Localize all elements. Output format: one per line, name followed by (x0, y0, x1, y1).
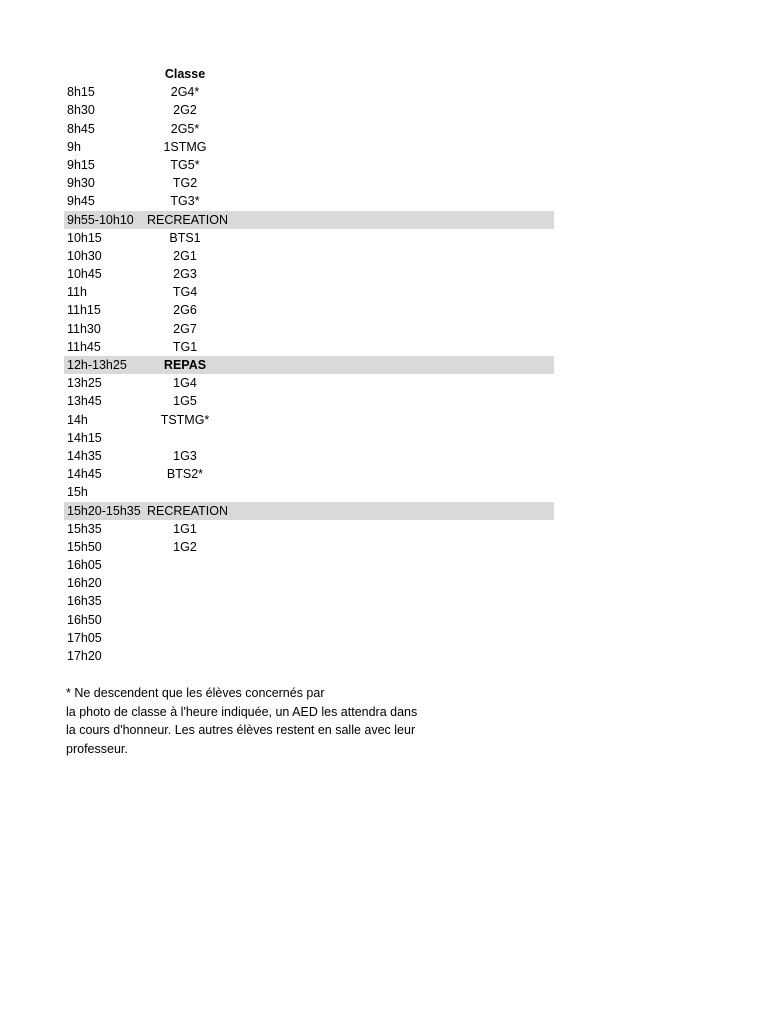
time-cell: 9h55-10h10 (67, 212, 134, 227)
time-cell: 15h50 (67, 539, 102, 554)
class-cell: TG1 (172, 339, 198, 354)
time-cell: 16h35 (67, 594, 102, 609)
time-cell: 15h (67, 485, 88, 500)
time-cell: 16h20 (67, 576, 102, 591)
class-cell: 2G2 (173, 103, 197, 118)
class-cell: 1G2 (173, 539, 197, 554)
class-cell: 2G3 (173, 267, 197, 282)
time-cell: 14h (67, 412, 88, 427)
table-row (64, 156, 554, 174)
table-row (64, 120, 554, 138)
table-row (64, 192, 554, 210)
time-cell: 11h45 (67, 339, 101, 354)
time-cell: 14h15 (67, 430, 102, 445)
class-cell: REPAS (163, 358, 207, 372)
table-row (64, 229, 554, 247)
time-cell: 15h35 (67, 521, 102, 536)
table-row (64, 83, 554, 101)
time-cell: 9h45 (67, 194, 95, 209)
table-row (64, 538, 554, 556)
time-cell: 11h30 (67, 321, 101, 336)
class-cell: 2G5* (170, 121, 200, 136)
table-row (64, 520, 554, 538)
table-row (64, 556, 554, 574)
time-cell: 11h15 (67, 303, 101, 318)
time-cell: 10h45 (67, 267, 102, 282)
class-column-header: Classe (164, 67, 206, 81)
time-cell: 17h20 (67, 649, 102, 663)
time-cell: 16h50 (67, 612, 102, 627)
footnote-line: la photo de classe à l'heure indiquée, un AED les attendra dans (66, 704, 418, 719)
table-row (64, 101, 554, 119)
time-cell: 9h30 (67, 176, 95, 191)
table-row (64, 392, 554, 410)
footnote-line: professeur. (66, 741, 128, 756)
table-row (64, 247, 554, 265)
class-cell: BTS2* (166, 467, 204, 482)
class-cell: TSTMG* (160, 412, 210, 427)
class-cell: 2G1 (173, 248, 197, 263)
time-cell: 8h45 (67, 121, 95, 136)
table-row (64, 447, 554, 465)
time-cell: 11h (67, 285, 87, 300)
table-row (64, 320, 554, 338)
time-cell: 15h20-15h35 (67, 503, 141, 518)
class-cell: TG4 (172, 285, 198, 300)
footnote-line: * Ne descendent que les élèves concernés par (66, 686, 325, 700)
table-row (64, 592, 554, 610)
table-row (64, 301, 554, 319)
time-cell: 14h45 (67, 467, 102, 482)
class-cell: 2G4* (170, 85, 200, 100)
class-cell: RECREATION (147, 503, 229, 518)
class-cell: RECREATION (147, 212, 229, 227)
table-row (64, 411, 554, 429)
time-cell: 12h-13h25 (67, 358, 127, 372)
time-cell: 16h05 (67, 558, 102, 573)
table-row (64, 429, 554, 447)
table-row (64, 138, 554, 156)
break-row (64, 502, 554, 520)
time-cell: 8h15 (67, 85, 95, 100)
class-cell: TG5* (170, 157, 200, 172)
class-cell: 2G7 (173, 321, 197, 336)
break-row (64, 211, 554, 229)
table-row (64, 174, 554, 192)
time-cell: 17h05 (67, 630, 102, 645)
table-row (64, 374, 554, 392)
table-row (64, 338, 554, 356)
time-cell: 14h35 (67, 448, 102, 463)
table-row (64, 647, 554, 665)
time-cell: 9h (67, 139, 81, 154)
table-row (64, 629, 554, 647)
table-row (64, 574, 554, 592)
class-cell: TG2 (172, 176, 198, 191)
time-cell: 13h45 (67, 394, 102, 409)
class-cell: 2G6 (173, 303, 197, 318)
class-cell: 1STMG (163, 139, 207, 154)
class-cell: BTS1 (169, 230, 201, 245)
time-cell: 10h15 (67, 230, 102, 245)
table-row (64, 465, 554, 483)
class-cell: 1G4 (173, 376, 197, 391)
table-row (64, 283, 554, 301)
footnote (66, 684, 446, 758)
table-row (64, 265, 554, 283)
time-cell: 10h30 (67, 248, 102, 263)
time-cell: 13h25 (67, 376, 102, 391)
table-row (64, 611, 554, 629)
time-cell: 9h15 (67, 157, 95, 172)
class-cell: TG3* (170, 194, 200, 209)
schedule-table (64, 65, 554, 665)
time-cell: 8h30 (67, 103, 95, 118)
footnote-line: la cours d'honneur. Les autres élèves restent en salle avec leur (66, 723, 416, 737)
table-header (64, 65, 554, 83)
table-row (64, 483, 554, 501)
class-cell: 1G3 (173, 448, 197, 463)
class-cell: 1G5 (173, 394, 197, 409)
lunch-row (64, 356, 554, 374)
class-cell: 1G1 (173, 521, 197, 536)
